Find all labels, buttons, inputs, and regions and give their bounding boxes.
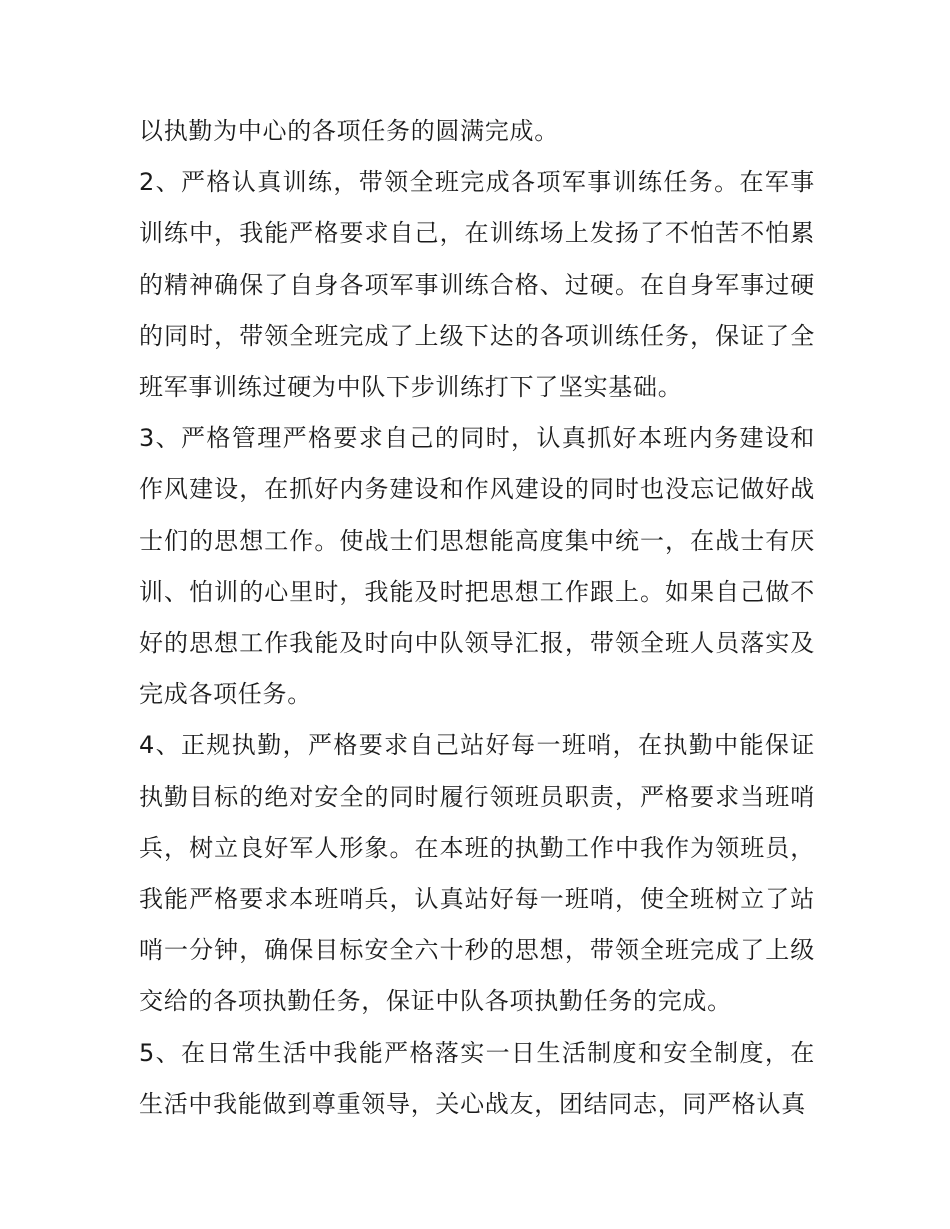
- paragraph-5-daily-life: 5、在日常生活中我能严格落实一日生活制度和安全制度，在生活中我能做到尊重领导，关心战友，团结同志，同严格认真: [139, 1038, 815, 1118]
- paragraph-2-training: 2、严格认真训练，带领全班完成各项军事训练任务。在军事训练中，我能严格要求自己，在训练场上发扬了不怕苦不怕累的精神确保了自身各项军事训练合格、过硬。在自身军事过硬的同时，带领全班完成了上级下达的各项训练任务，保证了全班军事训练过硬为中队下步训练打下了坚实基础。: [139, 168, 815, 402]
- paragraph-1-continuation: 以执勤为中心的各项任务的圆满完成。: [139, 117, 559, 145]
- paragraph-4-duty: 4、正规执勤，严格要求自己站好每一班哨，在执勤中能保证执勤目标的绝对安全的同时履行领班员职责，严格要求当班哨兵，树立良好军人形象。在本班的执勤工作中我作为领班员，我能严格要求本班哨兵，认真站好每一班哨，使全班树立了站哨一分钟，确保目标安全六十秒的思想，带领全班完成了上级交给的各项执勤任务，保证中队各项执勤任务的完成。: [139, 731, 815, 1016]
- paragraph-3-management: 3、严格管理严格要求自己的同时，认真抓好本班内务建设和作风建设，在抓好内务建设和作风建设的同时也没忘记做好战士们的思想工作。使战士们思想能高度集中统一，在战士有厌训、怕训的心里时，我能及时把思想工作跟上。如果自己做不好的思想工作我能及时向中队领导汇报，带领全班人员落实及完成各项任务。: [139, 424, 815, 709]
- document-body: [139, 106, 815, 1130]
